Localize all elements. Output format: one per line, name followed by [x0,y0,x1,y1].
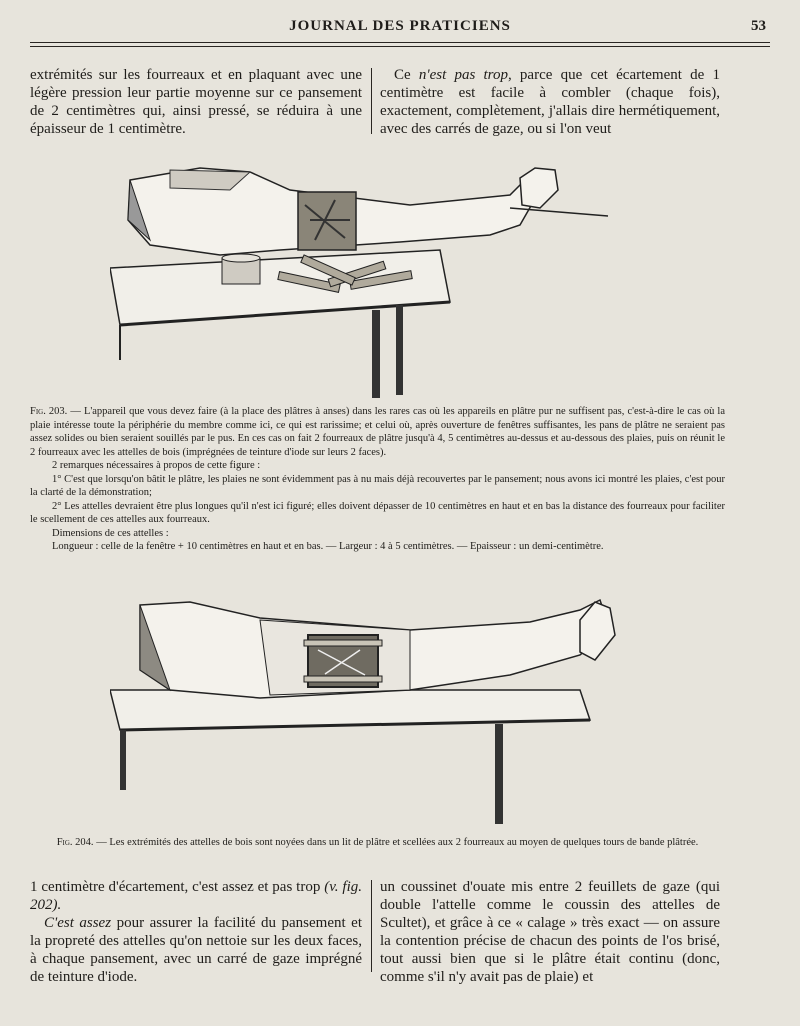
figure-203-line-3: 2° Les attelles devraient être plus longues qu'il n'est ici figuré; elles doivent dépasser de 10 centimètres en haut et en bas la distance des fourreaux pour faciliter le scellement de ces attelles aux fourreaux. [30,500,725,525]
top-left-column [30,66,362,138]
top-right-rest: , parce que cet écartement de 1 centimètre est facile à combler (chaque fois), exactement, complètement, j'allais dire hermétiquement, avec des carrés de gaze, ou si l'on veut [380,67,720,137]
figure-203-illustration [110,150,630,400]
bottom-left-p2: pour assurer la facilité du pansement et la propreté des attelles qu'on nettoie sur les deux faces, à chaque pansement, avec un carré de gaze imprégné de teinture d'iode. [30,915,362,985]
figure-203-line-4: Dimensions de ces attelles : [52,527,169,539]
figure-204-text: — Les extrémités des attelles de bois sont noyées dans un lit de plâtre et scellées aux 2 fourreaux au moyen de quelques tours de bande plâtrée. [96,837,699,848]
bottom-left-paragraph-1 [30,878,362,914]
header-rule [30,42,770,43]
page-number: 53 [751,18,766,34]
figure-203-label: Fig. 203. [30,406,68,417]
figure-204-caption [30,836,725,850]
figure-203-line-5: Longueur : celle de la fenêtre + 10 centimètres en haut et en bas. — Largeur : 4 à 5 centimètres. — Epaisseur : un demi-centimètre. [52,541,604,552]
column-divider-bottom [371,880,372,972]
top-right-paragraph [380,66,720,138]
top-right-italic: n'est pas trop [418,67,508,83]
running-header [30,14,770,40]
bottom-left-paragraph-2 [30,914,362,986]
bottom-left-p1: 1 centimètre d'écartement, c'est assez et pas trop [30,879,325,895]
figure-204-caption-text [30,836,725,850]
figure-203-line-0: — L'appareil que vous devez faire (à la place des plâtres à anses) dans les rares cas où les appareils en plâtre pur ne suffisent pas, c'est-à-dire le cas où la plaie intéresse toute la périphérie du membre comme ici, ce qui est rarissime; et celui où, après ouverture de fenêtres suffisantes, les pans de plâtre ne seraient pas assez solides ou bien seraient souillés par le pus. En ces cas on fait 2 fourreaux de plâtre jusqu'à 4, 5 centimètres au-dessus et au-dessous des plaies, puis on réunit le 2 fourreaux avec les attelles de bois (imprégnées de teinture d'iode sur leurs 2 faces). [30,406,726,458]
bottom-right-paragraph: un coussinet d'ouate mis entre 2 feuillets de gaze (qui double l'attelle comme le coussin des attelles de Scultet), et grâce à ce « calage » très exact — on assure la contention précise de chacun des points de l'os brisé, tout aussi bien que si le plâtre était continu (donc, comme s'il n'y avait pas de plaie) et [380,879,720,985]
top-left-paragraph: extrémités sur les fourreaux et en plaquant avec une légère pression leur partie moyenne sur ce pansement de 2 centimètres qui, ainsi pressé, se réduira à une épaisseur de 1 centimètre. [30,67,362,137]
figure-203-line-1: 2 remarques nécessaires à propos de cette figure : [52,460,261,471]
bottom-right-column [380,878,720,986]
bottom-left-fig-ref: (v. fig. 202). [30,879,362,913]
bottom-left-p2-italic: C'est assez [44,915,112,931]
figure-204-label: Fig. 204. [56,837,94,848]
top-right-lead: Ce [394,67,419,83]
figure-203-caption-main [30,405,725,459]
figure-203-caption [30,405,725,554]
journal-title: JOURNAL DES PRATICIENS [289,18,511,34]
figure-203-line-2: 1° C'est que lorsqu'on bâtit le plâtre, les plaies ne sont évidemment pas à nu mais déjà recouvertes par le pansement; nous avons ici montré les plaies, c'est pour la clarté de la démonstration; [30,473,725,498]
top-right-column [380,66,720,138]
bottom-left-column [30,878,362,986]
figure-204-illustration [110,590,630,830]
header-rule-thin [30,46,770,47]
column-divider-top [371,68,372,134]
